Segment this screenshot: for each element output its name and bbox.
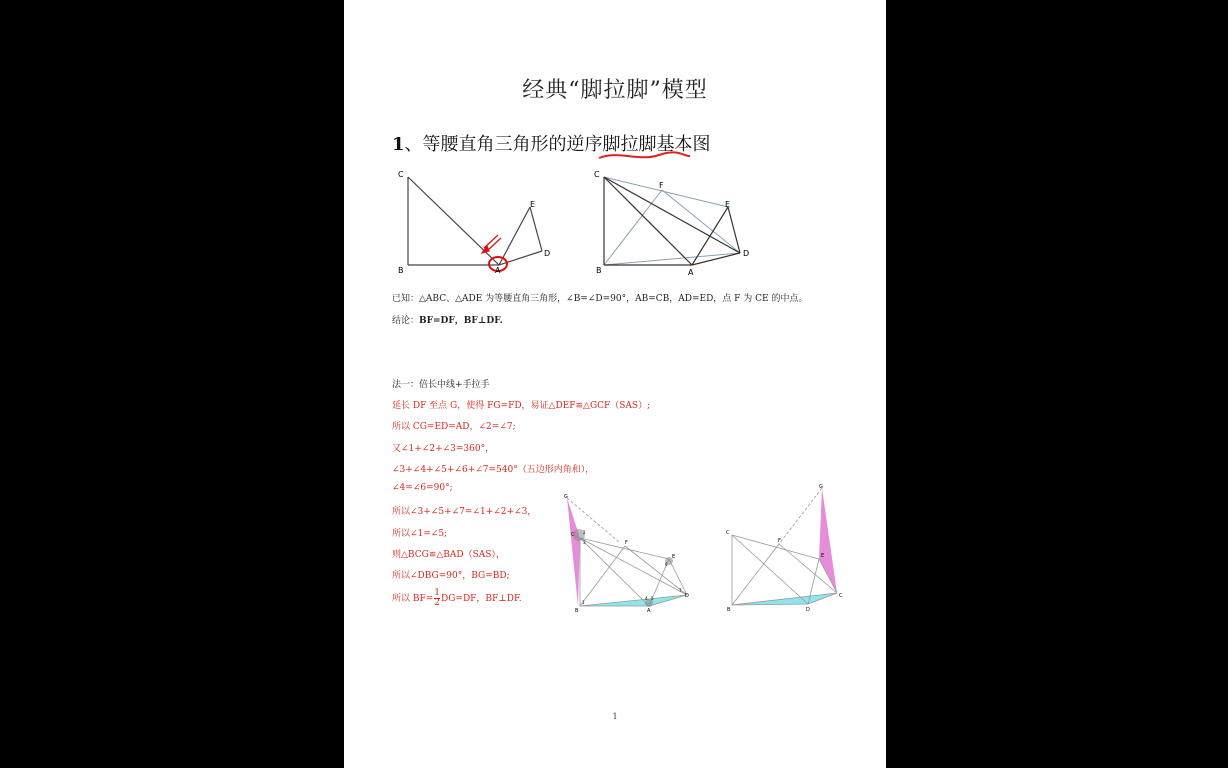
section-title-suffix: 基本图 <box>656 134 711 155</box>
section-number: 1 <box>392 134 405 155</box>
fig2-label-a: A <box>688 268 694 277</box>
fig4-label-f: F <box>778 538 781 544</box>
fig1-label-b: B <box>398 266 404 275</box>
proof-line-8: 则△BCG≌△BAD（SAS）， <box>392 550 505 560</box>
fig3-angle-2: 2 <box>583 530 586 535</box>
fig4-label-d: D <box>806 607 810 613</box>
fig2-label-c: C <box>594 170 600 179</box>
figure-1 <box>394 165 564 280</box>
fig3-angle-1: 1 <box>582 600 585 605</box>
fraction-one-half <box>434 589 440 608</box>
fig4-label-e: E <box>821 553 825 559</box>
proof-line-1: 延长 DF 至点 G，使得 FG=FD，易证△DEF≌△GCF（SAS）; <box>392 401 651 411</box>
final-prefix: 所以 BF= <box>392 594 434 604</box>
page-number: 1 <box>612 712 618 721</box>
fig2-label-d: D <box>743 249 750 258</box>
proof-line-9: 所以∠DBG=90°，BG=BD; <box>392 571 510 581</box>
fig1-label-d: D <box>544 249 551 258</box>
proof-line-4: ∠3+∠4+∠5+∠6+∠7=540°（五边形内角和）， <box>392 465 595 475</box>
fraction-denominator: 2 <box>434 598 440 608</box>
final-suffix: DG=DF，BF⊥DF. <box>441 594 522 604</box>
fig2-label-b: B <box>596 266 602 275</box>
conclusion-label: 结论： <box>392 316 420 326</box>
fig3-angle-6: 6 <box>665 562 668 567</box>
fig3-angle-5: 5 <box>651 596 654 601</box>
fraction-numerator: 1 <box>434 588 440 598</box>
fig4-label-c: C <box>726 530 730 536</box>
document-page <box>344 0 886 768</box>
fig3-angle-4: 4 <box>645 596 648 601</box>
given-text: 已知：△ABC、△ADE 为等腰直角三角形，∠B=∠D=90°，AB=CB，AD=ED，点 F 为 CE 的中点。 <box>392 294 808 304</box>
figure-3 <box>559 488 699 618</box>
conclusion <box>392 313 503 326</box>
fig1-label-c: C <box>398 170 404 179</box>
section-separator: 、 <box>404 134 423 155</box>
fig3-label-b: B <box>575 608 579 614</box>
fig3-label-c: C <box>571 532 575 538</box>
figure-4 <box>724 480 859 620</box>
proof-line-2: 所以 CG=ED=AD，∠2=∠7; <box>392 422 516 432</box>
proof-final-line <box>392 589 522 608</box>
fig2-label-e: E <box>725 200 731 209</box>
method-title: 法一：倍长中线+手拉手 <box>392 380 490 390</box>
fig4-label-c2: C <box>839 593 843 599</box>
proof-line-7: 所以∠1=∠5; <box>392 529 448 539</box>
fig1-label-e: E <box>530 200 536 209</box>
fig3-label-a: A <box>647 608 651 614</box>
fig3-label-e: E <box>672 554 676 560</box>
red-underline-annotation <box>594 148 694 162</box>
proof-line-6: 所以∠3+∠5+∠7=∠1+∠2+∠3， <box>392 507 537 517</box>
fig3-label-f: F <box>625 540 628 546</box>
conclusion-text: BF=DF，BF⊥DF. <box>419 316 503 326</box>
figure-2 <box>592 165 762 280</box>
fig4-label-b: B <box>727 607 731 613</box>
fig2-label-f: F <box>659 181 664 190</box>
section-title-prefix: 等腰直角三角形的 <box>422 134 567 155</box>
fig3-label-g: G <box>564 494 568 500</box>
fig4-label-g: G <box>819 484 823 490</box>
section-title-highlight: 逆序脚拉脚 <box>566 134 657 155</box>
proof-line-3: 又∠1+∠2+∠3=360°， <box>392 444 495 454</box>
fig3-label-d: D <box>685 593 689 599</box>
document-title: 经典“脚拉脚”模型 <box>522 78 708 103</box>
fig1-label-a: A <box>495 266 501 275</box>
fig3-angle-7: 7 <box>679 588 682 593</box>
fig3-angle-3: 3 <box>583 540 586 545</box>
proof-line-5: ∠4=∠6=90°; <box>392 483 453 493</box>
